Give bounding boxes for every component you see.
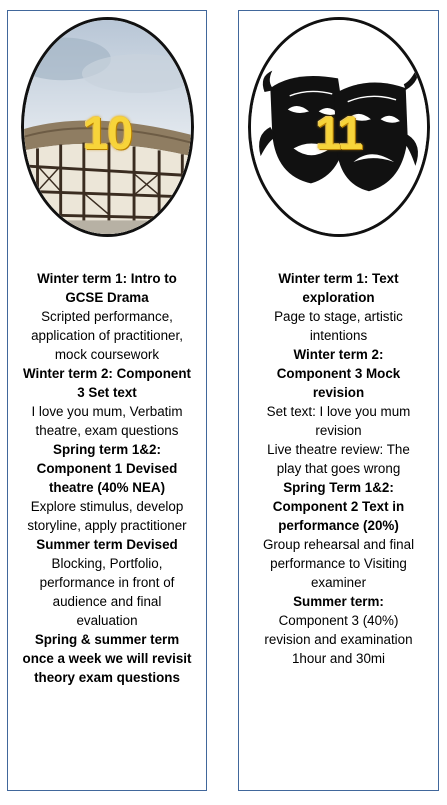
term-heading: Spring Term 1&2: Component 2 Text in performance (20%) xyxy=(272,480,405,533)
term-description: Scripted performance, application of practitioner, mock coursework xyxy=(31,309,183,362)
term-description: Group rehearsal and final performance to Visiting examiner xyxy=(262,537,415,590)
term-description: Component 3 (40%) revision and examination 1hour and 30mi xyxy=(264,613,413,666)
year-10-curriculum xyxy=(8,269,206,687)
term-description: Set text: I love you mum revision xyxy=(266,404,411,438)
term-heading: Spring & summer term once a week we will revisit theory exam questions xyxy=(22,632,192,685)
term-heading: Winter term 1: Text exploration xyxy=(278,271,399,305)
term-description: Page to stage, artistic intentions xyxy=(274,309,403,343)
term-heading: Summer term: xyxy=(293,594,384,609)
term-description: Live theatre review: The play that goes wrong xyxy=(267,442,410,476)
term-heading: Summer term Devised xyxy=(36,537,178,552)
year-11-curriculum xyxy=(239,269,438,668)
term-heading: Winter term 2: Component 3 Mock revision xyxy=(276,347,401,400)
year-10-card xyxy=(7,10,207,791)
year-11-card xyxy=(238,10,439,791)
term-description: I love you mum, Verbatim theatre, exam questions xyxy=(31,404,183,438)
term-heading: Spring term 1&2: Component 1 Devised theatre (40% NEA) xyxy=(36,442,178,495)
term-heading: Winter term 1: Intro to GCSE Drama xyxy=(37,271,177,305)
term-description: Blocking, Portfolio, performance in front of audience and final evaluation xyxy=(39,556,175,628)
theatre-masks-image xyxy=(248,17,430,237)
year-10-badge: 10 xyxy=(82,107,133,159)
globe-theatre-image xyxy=(21,17,194,237)
year-11-badge: 11 xyxy=(315,107,363,159)
term-heading: Winter term 2: Component 3 Set text xyxy=(22,366,191,400)
term-description: Explore stimulus, develop storyline, apply practitioner xyxy=(27,499,187,533)
